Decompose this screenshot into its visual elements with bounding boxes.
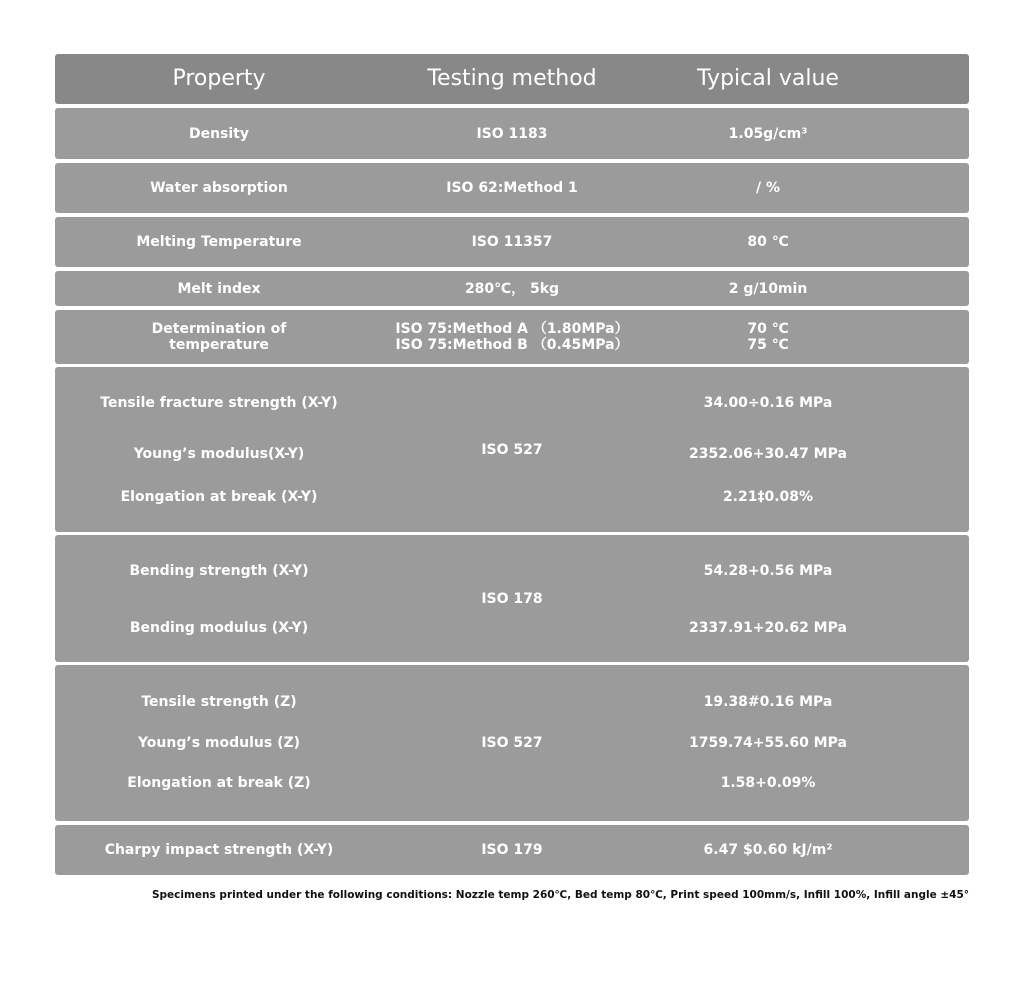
table-row-group: [55, 535, 969, 662]
table-row: [55, 310, 969, 364]
property-cell: Elongation at break (Z): [127, 775, 311, 791]
table-row-group: [55, 367, 969, 532]
footnote: Specimens printed under the following conditions: Nozzle temp 260℃, Bed temp 80℃, Print speed 100mm/s, Infill 100%, Infill angle ±45°: [151, 889, 969, 901]
property-cell: Bending strength (X-Y): [129, 563, 309, 579]
property-cell: Melting Temperature: [136, 234, 302, 250]
table-row: [55, 825, 969, 875]
method-cell: ISO 178: [481, 590, 543, 607]
value-cell: 2.21‡0.08%: [722, 489, 814, 505]
property-cell: Elongation at break (X-Y): [120, 489, 318, 505]
property-cell: Tensile fracture strength (X-Y): [100, 395, 338, 411]
property-cell: Water absorption: [150, 180, 288, 196]
method-cell: ISO 1183: [476, 125, 548, 142]
value-cell: 6.47 $0.60 kJ/m²: [703, 842, 833, 858]
header-property: Property: [172, 66, 266, 91]
property-cell: Bending modulus (X-Y): [129, 620, 309, 636]
value-cell: 2337.91+20.62 MPa: [689, 620, 847, 636]
value-cell: / %: [755, 180, 780, 196]
header-typical-value: Typical value: [697, 66, 839, 91]
value-cell-line: 70 ℃: [747, 321, 789, 337]
table-header: [55, 54, 969, 104]
property-cell-line: temperature: [169, 337, 269, 353]
method-cell: ISO 11357: [471, 234, 553, 250]
property-cell: Density: [188, 125, 250, 142]
table-row: [55, 163, 969, 213]
property-cell: Young’s modulus(X-Y): [133, 446, 305, 462]
table-row: [55, 108, 969, 159]
method-cell: ISO 527: [481, 441, 543, 458]
value-cell: 80 ℃: [747, 234, 789, 250]
header-testing-method: Testing method: [427, 66, 597, 91]
value-cell: 1.58+0.09%: [720, 775, 816, 791]
property-cell: Charpy impact strength (X-Y): [104, 842, 334, 858]
property-cell-line: Determination of: [151, 321, 287, 337]
property-cell: Tensile strength (Z): [141, 694, 297, 710]
property-cell: Young’s modulus (Z): [137, 735, 301, 751]
property-cell: Melt index: [177, 280, 261, 297]
value-cell: 2352.06+30.47 MPa: [689, 446, 847, 462]
method-cell: ISO 62:Method 1: [446, 180, 578, 196]
table-row: [55, 217, 969, 267]
value-cell-line: 75 ℃: [747, 337, 789, 353]
table-row: [55, 271, 969, 306]
table-row-group: [55, 665, 969, 821]
value-cell: 19.38#0.16 MPa: [703, 694, 833, 710]
value-cell: 34.00÷0.16 MPa: [703, 395, 833, 411]
method-cell: ISO 527: [481, 735, 543, 751]
method-cell-line: ISO 75:Method B （0.45MPa）: [395, 337, 629, 353]
value-cell: 2 g/10min: [728, 280, 808, 297]
value-cell: 1.05g/cm³: [728, 125, 808, 142]
value-cell: 1759.74+55.60 MPa: [689, 735, 847, 751]
method-cell: 280℃， 5kg: [464, 280, 560, 297]
value-cell: 54.28+0.56 MPa: [703, 563, 833, 579]
method-cell-line: ISO 75:Method A （1.80MPa）: [395, 321, 629, 337]
method-cell: ISO 179: [481, 842, 543, 858]
